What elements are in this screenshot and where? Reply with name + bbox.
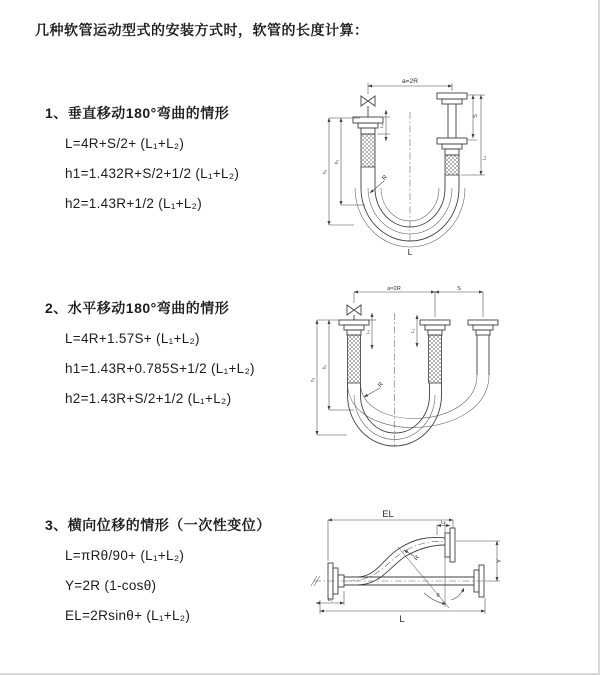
formula-h1: h1=1.43R+0.785S+1/2 (L₁+L₂) [65, 361, 255, 376]
dim-label-span: a=2R [402, 78, 418, 85]
section-1 [45, 103, 239, 219]
formula-h2: h2=1.43R+1/2 (L₁+L₂) [65, 196, 203, 211]
right-flange-upper [437, 93, 467, 99]
formula-length: L=πRθ/90+ (L₁+L₂) [65, 548, 185, 563]
formula-h2: h2=1.43R+S/2+1/2 (L₁+L₂) [65, 391, 232, 406]
right-flange-moved [468, 320, 498, 325]
dim-label-h1: h₁ [310, 377, 315, 383]
dim-label-l2: L₂ [410, 328, 415, 334]
hose-s-curve [344, 537, 445, 577]
dim-label-l1: L₁ [365, 329, 370, 335]
section-3-heading: 3、横向位移的情形（一次性变位） [45, 517, 271, 533]
hose-artwork [353, 93, 467, 247]
hose-artwork [311, 521, 486, 608]
radius-label: R [412, 554, 421, 562]
dim-label-s: S [457, 286, 461, 292]
dim-label-l2: L₂ [481, 155, 487, 161]
right-flange-displaced [450, 528, 455, 562]
dimensions [310, 286, 483, 435]
valve-icon [361, 96, 375, 106]
length-label: L [407, 247, 413, 257]
left-flange [339, 320, 369, 325]
formula-length: L=4R+1.57S+ (L₁+L₂) [65, 331, 200, 346]
right-flange-lower [437, 138, 467, 144]
diagram-horizontal-180-bend [300, 283, 505, 455]
braided-hose-section [348, 335, 361, 383]
dim-label-el: EL [382, 509, 394, 520]
hose-artwork [339, 305, 498, 446]
middle-flange [420, 320, 450, 325]
braided-hose-section [429, 335, 442, 383]
dim-label-l1: L₁ [327, 597, 333, 602]
dim-label-h2: h₂ [334, 159, 339, 165]
construction-radius-line [398, 547, 449, 608]
page-title: 几种软管运动型式的安装方式时，软管的长度计算： [35, 22, 369, 38]
dim-label-y: Y [496, 558, 503, 564]
dimensions [316, 509, 503, 625]
formula-y: Y=2R (1-cosθ) [65, 578, 157, 593]
section-2-heading: 2、水平移动180°弯曲的情形 [45, 300, 230, 316]
valve-icon [347, 305, 361, 315]
dim-label-s: S [473, 114, 479, 118]
braided-hose-section [361, 134, 375, 167]
dim-label-l2: L₂ [440, 519, 446, 525]
dim-label-h1: h₁ [322, 169, 327, 175]
dim-label-h2: h₂ [322, 364, 327, 370]
diagram-lateral-displacement [300, 505, 505, 655]
dim-label-span: a=2R [387, 286, 401, 292]
section-2 [45, 298, 255, 414]
theta-label: θ [436, 593, 440, 599]
dim-label-l1: L₁ [379, 123, 384, 129]
section-3 [45, 515, 271, 631]
braided-hose-section [445, 155, 459, 175]
formula-h1: h1=1.432R+S/2+1/2 (L₁+L₂) [65, 166, 240, 181]
length-label: L [399, 614, 405, 625]
section-1-heading: 1、垂直移动180°弯曲的情形 [45, 105, 230, 121]
formula-length: L=4R+S/2+ (L₁+L₂) [65, 136, 185, 151]
radius-label: R [380, 173, 389, 182]
formula-el: EL=2Rsinθ+ (L₁+L₂) [65, 608, 191, 623]
radius-label: R [376, 380, 385, 389]
diagram-vertical-180-bend [305, 70, 500, 258]
dimensions [322, 78, 487, 257]
